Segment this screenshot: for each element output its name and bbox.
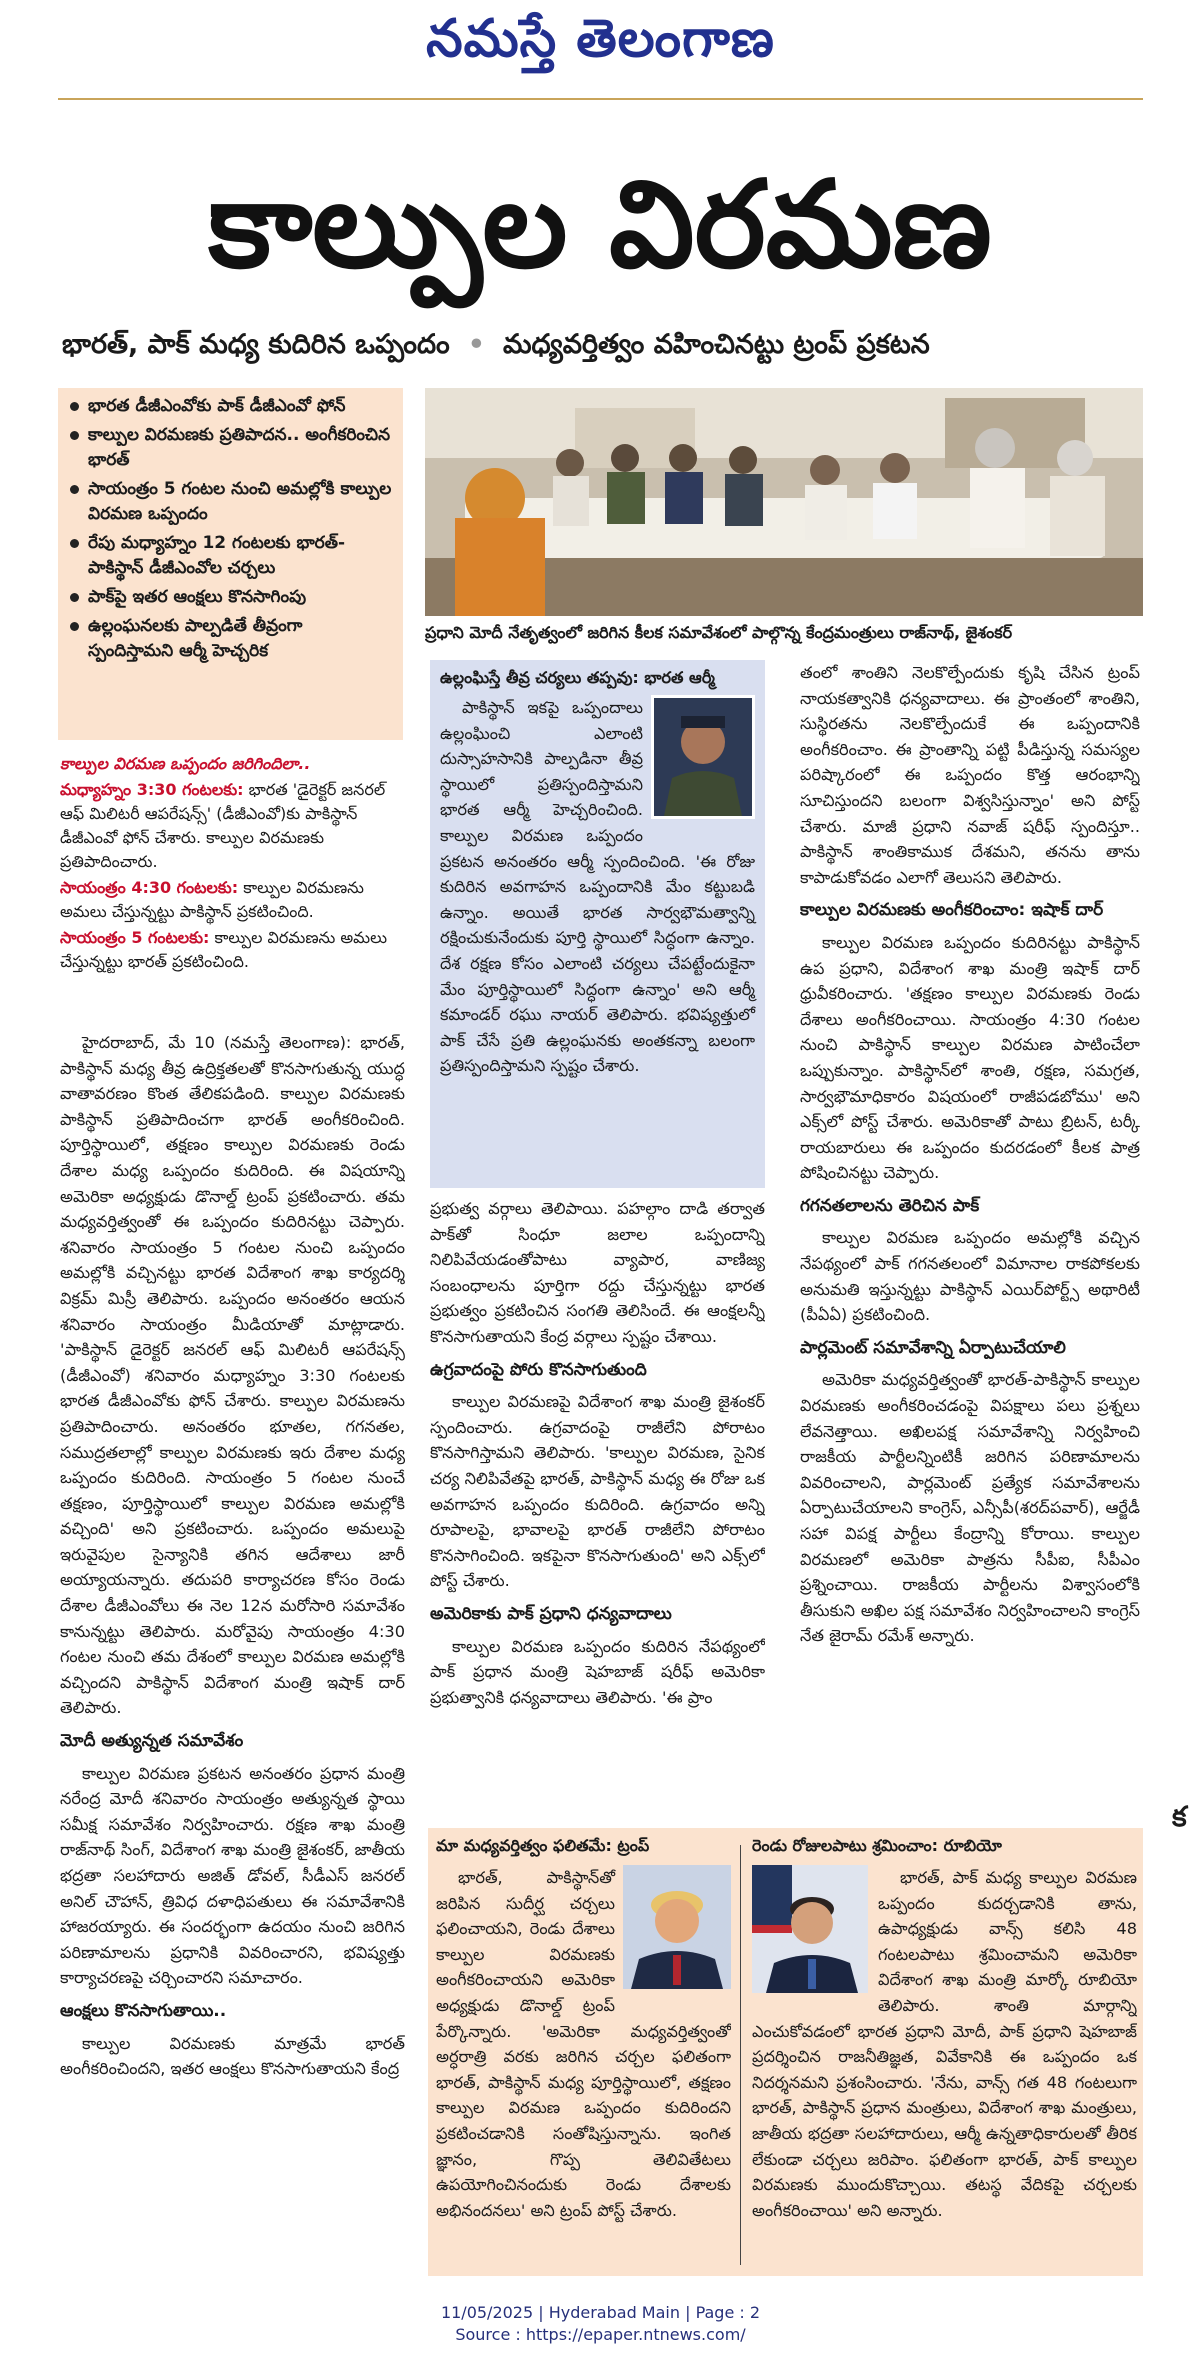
timeline-entry (60, 876, 405, 924)
highlight-item: ఉల్లంఘనలకు పాల్పడితే తీవ్రంగా స్పందిస్తామని ఆర్మీ హెచ్చరిక (68, 614, 393, 664)
masthead-title: నమస్తే తెలంగాణ (426, 8, 775, 69)
timeline-time: మధ్యాహ్నం 3:30 గంటలకు: (60, 780, 244, 799)
army-commander-illustration (654, 698, 752, 816)
subheadline (62, 320, 1142, 370)
article-column-2 (430, 1196, 765, 1821)
article-paragraph: కాల్పుల విరమణ ప్రకటన అనంతరం ప్రధాన మంత్రి నరేంద్ర మోదీ శనివారం సాయంత్రం అత్యున్నత స్థాయి సమీక్ష సమావేశం నిర్వహించారు. రక్షణ శాఖ మంత్రి రాజ్‌నాథ్ సింగ్, విదేశాంగ శాఖ మంత్రి జైశంకర్, జాతీయ భద్రతా సలహాదారు అజిత్ డోవల్, సీడీఎస్ జనరల్ అనిల్ చౌహాన్, త్రివిధ దళాధిపతులు ఈ సమావేశానికి హాజరయ్యారు. ఈ సందర్భంగా ఉదయం నుంచి జరిగిన పరిణామాలను ప్రధానికి వివరించారని, భవిష్యత్తు కార్యాచరణపై చర్చించారని సమాచారం. (60, 1763, 405, 1988)
trump-portrait-illustration (623, 1865, 731, 1989)
article-paragraph: కాల్పుల విరమణకు మాత్రమే భారత్ అంగీకరించిందని, ఇతర ఆంక్షలు కొనసాగుతాయని కేంద్ర (60, 2033, 405, 2079)
rubio-photo (752, 1865, 868, 1993)
rubio-story-text: భారత్, పాక్ మధ్య కాల్పుల విరమణ ఒప్పందం కుదర్చడానికి తాను, ఉపాధ్యక్షుడు వాన్స్ కలిసి 48 గంటలపాటు శ్రమించామని అమెరికా విదేశాంగ శాఖ మంత్రి మార్కో రూబియో తెలిపారు. శాంతి మార్గాన్ని ఎంచుకోవడంలో భారత ప్రధాని మోదీ, పాక్ ప్రధాని షెహబాజ్ ప్రదర్శించిన రాజనీతిజ్ఞత, వివేకానికి ఈ ఒప్పందం ఒక నిదర్శనమని ప్రశంసించారు. 'నేను, వాన్స్ గత 48 గంటలుగా భారత్, పాకిస్థాన్ ప్రధాన మంత్రులు, విదేశాంగ శాఖ మంత్రులు, జాతీయ భద్రతా సలహాదారులు, ఆర్మీ ఉన్నతాధికారులతో తీరిక లేకుండా చర్చలు జరిపాం. ఫలితంగా భారత్, పాక్ కాల్పుల విరమణకు ముందుకొచ్చాయి. తటస్థ వేదికపై చర్చలకు అంగీకరించాయి' అని అన్నారు. (752, 1868, 1137, 2220)
article-paragraph: కాల్పుల విరమణ ఒప్పందం కుదిరినట్టు పాకిస్థాన్ ఉప ప్రధాని, విదేశాంగ శాఖ మంత్రి ఇషాక్ దార్ ధ్రువీకరించారు. 'తక్షణం కాల్పుల విరమణకు రెండు దేశాలు అంగీకరించాయి. సాయంత్రం 4:30 గంటల నుంచి పాకిస్థాన్ కాల్పుల విరమణ పాటించేలా ఒప్పుకున్నాం. పాకిస్థాన్‌లో శాంతి, రక్షణ, సమగ్రత, సార్వభౌమాధికారం విషయంలో రాజీపడబోము' అని ఎక్స్‌లో పోస్ట్ చేశారు. అమెరికాతో పాటు బ్రిటన్, టర్కీ రాయబారులు ఈ ఒప్పందం కుదరడంలో కీలక పాత్ర పోషించినట్టు చెప్పారు. (800, 932, 1140, 1183)
highlights-box (58, 388, 403, 740)
footer-dateline: 11/05/2025 | Hyderabad Main | Page : 2 (440, 2303, 761, 2322)
timeline (60, 752, 405, 1024)
timeline-time: సాయంత్రం 5 గంటలకు: (60, 928, 210, 947)
army-commander-photo (651, 695, 755, 819)
article-paragraph: అమెరికా మధ్యవర్తిత్వంతో భారత్-పాకిస్థాన్ కాల్పుల విరమణకు అంగీకరించడంపై విపక్షాలు పలు ప్రశ్నలు లేవనెత్తాయి. అఖిలపక్ష సమావేశాన్ని నిర్వహించి రాజకీయ పార్టీలన్నింటికీ జరిగిన పరిణామాలను వివరించాలని, పార్లమెంట్ ప్రత్యేక సమావేశాలను ఏర్పాటుచేయాలని కాంగ్రెస్, ఎన్సీపీ(శరద్‌పవార్), ఆర్జేడీ సహా విపక్ష పార్టీలు కేంద్రాన్ని కోరాయి. కాల్పుల విరమణలో అమెరికా పాత్రను సీపీఐ, సీపీఎం ప్రశ్నించాయి. రాజకీయ పార్టీలను విశ్వాసంలోకి తీసుకుని అఖిల పక్ష సమావేశం నిర్వహించాలని కాంగ్రెస్ నేత జైరామ్ రమేశ్ అన్నారు. (800, 1370, 1140, 1646)
army-statement-box (430, 660, 765, 1188)
article-paragraph: ప్రభుత్వ వర్గాలు తెలిపాయి. పహల్గాం దాడి తర్వాత పాక్‌తో సింధూ జలాల ఒప్పందాన్ని నిలిపివేయడంతోపాటు వ్యాపార, వాణిజ్య సంబంధాలను పూర్తిగా రద్దు చేస్తున్నట్టు భారత ప్రభుత్వం ప్రకటించిన సంగతి తెలిసిందే. ఈ ఆంక్షలన్నీ కొనసాగుతాయని కేంద్ర వర్గాలు స్పష్టం చేశాయి. (430, 1199, 765, 1346)
section-heading: ఆంక్షలు కొనసాగుతాయి.. (60, 2000, 227, 2021)
army-box-title: ఉల్లంఘిస్తే తీవ్ర చర్యలు తప్పవు: భారత ఆర్మీ (440, 668, 715, 687)
subheadline-left: భారత్, పాక్ మధ్య కుదిరిన ఒప్పందం (62, 329, 450, 360)
masthead-divider (58, 98, 1143, 100)
section-heading: మోదీ అత్యున్నత సమావేశం (60, 1731, 244, 1752)
meeting-photo-illustration (425, 388, 1143, 616)
timeline-title: కాల్పుల విరమణ ఒప్పందం జరిగిందిలా.. (60, 754, 311, 773)
article-paragraph: కాల్పుల విరమణపై విదేశాంగ శాఖ మంత్రి జైశంకర్ స్పందించారు. ఉగ్రవాదంపై రాజీలేని పోరాటం కొనసాగిస్తామని తెలిపారు. 'కాల్పుల విరమణ, సైనిక చర్య నిలిపివేతపై భారత్, పాకిస్థాన్ మధ్య ఈ రోజు ఒక అవగాహన ఒప్పందం కుదిరింది. ఉగ్రవాదం అన్ని రూపాలపై, భావాలపై భారత్ రాజీలేని పోరాటం కొనసాగించింది. ఇకపైనా కొనసాగుతుంది' అని ఎక్స్‌లో పోస్ట్ చేశారు. (430, 1392, 765, 1591)
highlight-item: భారత డీజీఎంవోకు పాక్ డీజీఎంవో ఫోన్ (68, 394, 393, 419)
meeting-photo (425, 388, 1143, 616)
section-heading: కాల్పుల విరమణకు అంగీకరించాం: ఇషాక్ దార్ (800, 900, 1104, 921)
trump-photo (623, 1865, 731, 1989)
box-divider (740, 1845, 741, 2265)
army-box-text: పాకిస్థాన్ ఇకపై ఒప్పందాలు ఉల్లంఘించి ఎలాంటి దుస్సాహసానికి పాల్పడినా తీవ్ర స్థాయిలో ప్రతిస్పందిస్తామని భారత ఆర్మీ హెచ్చరించింది. కాల్పుల విరమణ ఒప్పందం ప్రకటన అనంతరం ఆర్మీ స్పందించింది. 'ఈ రోజు కుదిరిన అవగాహన ఒప్పందానికి మేం కట్టుబడి ఉన్నాం. అయితే భారత సార్వభౌమత్వాన్ని రక్షించుకునేందుకు పూర్తి స్థాయిలో సిద్ధంగా ఉన్నాం. దేశ రక్షణ కోసం ఎలాంటి చర్యలు చేపట్టేందుకైనా మేం పూర్తిస్థాయిలో సిద్ధంగా ఉన్నాం' అని ఆర్మీ కమాండర్ రఘు నాయర్ తెలిపారు. భవిష్యత్తులో పాక్ చేసే ప్రతి ఉల్లంఘనకు అంతకన్నా బలంగా ప్రతిస్పందిస్తామని స్పష్టం చేశారు. (440, 698, 755, 1076)
timeline-entry (60, 926, 405, 974)
section-heading: అమెరికాకు పాక్ ప్రధాని ధన్యవాదాలు (430, 1603, 672, 1624)
masthead (0, 0, 1201, 100)
article-paragraph: కాల్పుల విరమణ ఒప్పందం అమల్లోకి వచ్చిన నేపథ్యంలో పాక్ గగనతలంలో విమానాల రాకపోకలకు అనుమతి ఇస్తున్నట్టు పాకిస్థాన్ ఎయిర్‌పోర్ట్స్ అథారిటీ (పీఏఏ) ప్రకటించింది. (800, 1228, 1140, 1325)
page-footer (0, 2302, 1201, 2352)
highlight-item: కాల్పుల విరమణకు ప్రతిపాదన.. అంగీకరించిన భారత్ (68, 423, 393, 473)
rubio-story-title: రెండు రోజులపాటు శ్రమించాం: రూబియో (752, 1836, 1002, 1855)
trump-story-text: భారత్, పాకిస్థాన్‌తో జరిపిన సుదీర్ఘ చర్చలు ఫలించాయని, రెండు దేశాలు కాల్పుల విరమణకు అంగీకరించాయని అమెరికా అధ్యక్షుడు డొనాల్డ్ ట్రంప్ పేర్కొన్నారు. 'అమెరికా మధ్యవర్తిత్వంతో అర్ధరాత్రి వరకు జరిగిన చర్చల ఫలితంగా భారత్, పాకిస్థాన్ మధ్య పూర్తిస్థాయిలో, తక్షణం కాల్పుల విరమణ ఒప్పందం కుదిరిందని ప్రకటించడానికి సంతోషిస్తున్నాను. ఇంగిత జ్ఞానం, గొప్ప తెలివితేటలు ఉపయోగించినందుకు రెండు దేశాలకు అభినందనలు' అని ట్రంప్ పోస్ట్ చేశారు. (436, 1868, 731, 2220)
subheadline-separator: • (467, 329, 485, 360)
rubio-story (752, 1836, 1137, 2271)
section-heading: గగనతలాలను తెరిచిన పాక్ (800, 1195, 980, 1216)
section-heading: పార్లమెంట్ సమావేశాన్ని ఏర్పాటుచేయాలి (800, 1337, 1066, 1358)
timeline-entry (60, 778, 405, 874)
photo-caption: ప్రధాని మోదీ నేతృత్వంలో జరిగిన కీలక సమావేశంలో పాల్గొన్న కేంద్రమంత్రులు రాజ్‌నాథ్, జైశంకర్ (425, 623, 1013, 642)
adjacent-page-glyph: క (1172, 1800, 1187, 1833)
subheadline-right: మధ్యవర్తిత్వం వహించినట్టు ట్రంప్ ప్రకటన (502, 329, 930, 360)
timeline-text: భారత 'డైరెక్టర్ జనరల్ ఆఫ్ మిలిటరీ ఆపరేషన్స్' (డీజీఎంవో)కు పాకిస్థాన్ డీజీఎంవో ఫోన్ చేశారు. కాల్పుల విరమణకు ప్రతిపాదించారు. (60, 780, 386, 871)
highlight-item: పాక్‌పై ఇతర ఆంక్షలు కొనసాగింపు (68, 585, 393, 610)
highlight-item: సాయంత్రం 5 గంటల నుంచి అమల్లోకి కాల్పుల విరమణ ఒప్పందం (68, 477, 393, 527)
rubio-portrait-illustration (752, 1865, 868, 1993)
timeline-text: కాల్పుల విరమణను అమలు చేస్తున్నట్టు పాకిస్థాన్ ప్రకటించింది. (60, 878, 364, 921)
section-heading: ఉగ్రవాదంపై పోరు కొనసాగుతుంది (430, 1359, 647, 1380)
timeline-time: సాయంత్రం 4:30 గంటలకు: (60, 878, 239, 897)
article-column-1 (60, 1030, 405, 2280)
adjacent-page-edge (1172, 1800, 1201, 2260)
trump-story (436, 1836, 731, 2271)
trump-story-title: మా మధ్యవర్తిత్వం ఫలితమే: ట్రంప్ (436, 1836, 650, 1855)
article-column-3 (800, 660, 1140, 1822)
article-paragraph: కాల్పుల విరమణ ఒప్పందం కుదిరిన నేపథ్యంలో పాక్ ప్రధాన మంత్రి షెహబాజ్ షరీఫ్ అమెరికా ప్రభుత్వానికి ధన్యవాదాలు తెలిపారు. 'ఈ ప్రాం (430, 1636, 765, 1707)
highlight-item: రేపు మధ్యాహ్నం 12 గంటలకు భారత్-పాకిస్థాన్ డీజీఎంవోల చర్చలు (68, 531, 393, 581)
timeline-text: కాల్పుల విరమణను అమలు చేస్తున్నట్టు భారత్ ప్రకటించింది. (60, 928, 387, 971)
headline: కాల్పుల విరమణ (208, 154, 992, 295)
footer-source: Source : https://epaper.ntnews.com/ (455, 2325, 746, 2344)
article-paragraph: హైదరాబాద్, మే 10 (నమస్తే తెలంగాణ): భారత్, పాకిస్థాన్ మధ్య తీవ్ర ఉద్రిక్తతలతో కొనసాగుతున్న యుద్ధ వాతావరణం కొంత తేలికపడింది. కాల్పుల విరమణకు పాకిస్థాన్ ప్రతిపాదించగా భారత్ అంగీకరించింది. పూర్తిస్థాయిలో, తక్షణం కాల్పుల విరమణకు రెండు దేశాల మధ్య ఒప్పందం కుదిరింది. ఈ విషయాన్ని అమెరికా అధ్యక్షుడు డొనాల్డ్ ట్రంప్ ప్రకటించారు. తమ మధ్యవర్తిత్వంతో ఈ ఒప్పందం కుదిరినట్టు చెప్పారు. శనివారం సాయంత్రం 5 గంటల నుంచి ఒప్పందం అమల్లోకి వచ్చినట్టు భారత విదేశాంగ శాఖ కార్యదర్శి విక్రమ్ మిస్రీ తెలిపారు. ఒప్పందం అనంతరం ఆయన శనివారం సాయంత్రం మీడియాతో మాట్లాడారు. 'పాకిస్థాన్ డైరెక్టర్ జనరల్ ఆఫ్ మిలిటరీ ఆపరేషన్స్ (డీజీఎంవో) శనివారం మధ్యాహ్నం 3:30 గంటలకు భారత డీజీఎంవోకు ఫోన్ చేశారు. కాల్పుల విరమణను ప్రతిపాదించారు. అనంతరం భూతల, గగనతల, సముద్రతలాల్లో కాల్పుల విరమణకు ఇరు దేశాల మధ్య ఒప్పందం కుదిరింది. సాయంత్రం 5 గంటల నుంచే తక్షణం, పూర్తిస్థాయిలో కాల్పుల విరమణ అమల్లోకి వచ్చింది' అని ప్రకటించారు. ఒప్పందం అమలుపై ఇరువైపుల సైన్యానికి తగిన ఆదేశాలు జారీ అయ్యాయన్నారు. తదుపరి కార్యాచరణ కోసం రెండు దేశాల డీజీఎంవోలు ఈ నెల 12న మరోసారి సమావేశం కానున్నట్టు తెలిపారు. మరోవైపు సాయంత్రం 4:30 గంటల నుంచి తమ దేశంలో కాల్పుల విరమణ అమల్లోకి వచ్చిందని పాకిస్థాన్ విదేశాంగ మంత్రి ఇషాక్ దార్ తెలిపారు. (60, 1033, 405, 1718)
article-paragraph: తంలో శాంతిని నెలకొల్పేందుకు కృషి చేసిన ట్రంప్ నాయకత్వానికి ధన్యవాదాలు. ఈ ప్రాంతంలో శాంతిని, సుస్థిరతను నెలకొల్పేందుకే ఈ ఒప్పందానికి అంగీకరించాం. ఈ ప్రాంతాన్ని పట్టి పీడిస్తున్న సమస్యల పరిష్కారంలో ఈ ఒప్పందం కొత్త ఆరంభాన్ని సూచిస్తుందని బలంగా విశ్వసిస్తున్నాం' అని పోస్ట్ చేశారు. మాజీ ప్రధాని నవాజ్ షరీఫ్ స్పందిస్తూ.. పాకిస్థాన్ శాంతికాముక దేశమని, తనను తాను కాపాడుకోవడం ఎలాగో తెలుసని తెలిపారు. (800, 663, 1140, 887)
